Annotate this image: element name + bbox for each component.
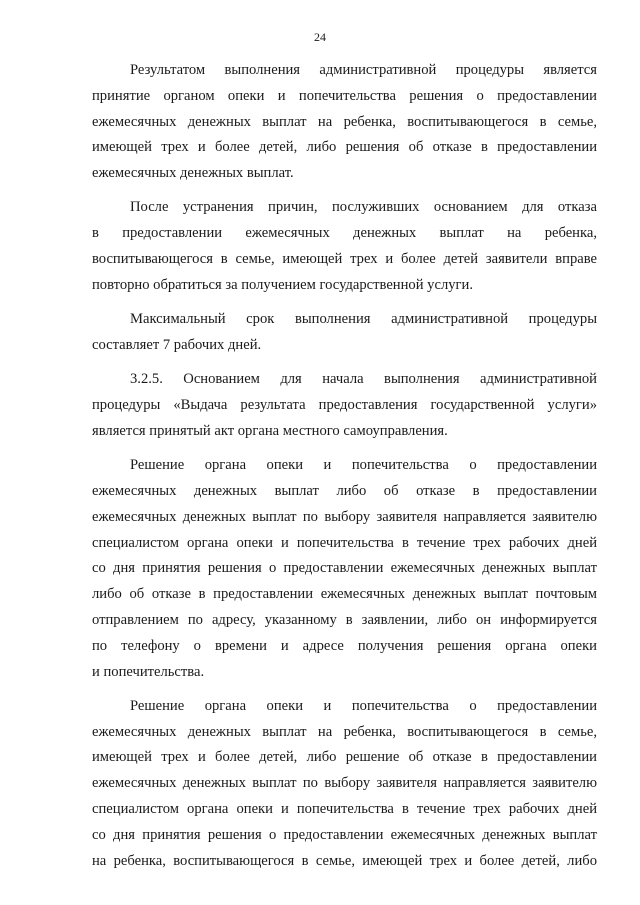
text-line: воспитывающегося в семье, имеющей трех и более детей заявители вправе bbox=[92, 251, 597, 268]
text-line: ежемесячных денежных выплат по выбору заявителя направляется заявителю bbox=[92, 775, 597, 792]
text-line: процедуры «Выдача результата предоставления государственной услуги» bbox=[92, 397, 597, 414]
text-line: ежемесячных денежных выплат на ребенка, воспитывающегося в семье, bbox=[92, 723, 597, 740]
text-line: со дня принятия решения о предоставлении ежемесячных денежных выплат bbox=[92, 560, 597, 577]
text-line: со дня принятия решения о предоставлении ежемесячных денежных выплат bbox=[92, 826, 597, 843]
page-number: 24 bbox=[314, 30, 326, 44]
text-line: Результатом выполнения административной процедуры является bbox=[130, 62, 597, 78]
text-line: является принятый акт органа местного самоуправления. bbox=[92, 422, 448, 439]
text-line: в предоставлении ежемесячных денежных выплат на ребенка, bbox=[92, 225, 597, 242]
text-line: имеющей трех и более детей, либо решения об отказе в предоставлении bbox=[92, 139, 597, 156]
text-line: После устранения причин, послуживших основанием для отказа bbox=[130, 199, 597, 216]
paragraph bbox=[92, 694, 597, 875]
text-line: Максимальный срок выполнения административной процедуры bbox=[130, 311, 597, 328]
text-line: принятие органом опеки и попечительства решения о предоставлении bbox=[92, 87, 597, 104]
paragraph bbox=[92, 367, 597, 444]
text-line: либо об отказе в предоставлении ежемесячных денежных выплат почтовым bbox=[92, 586, 597, 603]
text-line: и попечительства. bbox=[92, 663, 205, 680]
text-line: имеющей трех и более детей, либо решение об отказе в предоставлении bbox=[92, 749, 597, 766]
text-line: специалистом органа опеки и попечительства в течение трех рабочих дней bbox=[92, 801, 597, 818]
paragraph bbox=[92, 307, 597, 359]
text-line: ежемесячных денежных выплат. bbox=[92, 165, 294, 182]
text-line: на ребенка, воспитывающегося в семье, имеющей трех и более детей, либо bbox=[92, 852, 597, 869]
text-line: специалистом органа опеки и попечительства в течение трех рабочих дней bbox=[92, 534, 597, 551]
paragraph bbox=[92, 58, 597, 187]
text-line: по телефону о времени и адресе получения решения органа опеки bbox=[92, 637, 597, 654]
text-line: отправлением по адресу, указанному в заявлении, либо он информируется bbox=[92, 611, 597, 628]
text-line: 3.2.5. Основанием для начала выполнения административной bbox=[130, 371, 597, 388]
paragraph bbox=[92, 453, 597, 685]
text-line: ежемесячных денежных выплат либо об отказе в предоставлении bbox=[92, 482, 597, 499]
text-line: составляет 7 рабочих дней. bbox=[92, 336, 262, 353]
paragraph bbox=[92, 195, 597, 298]
text-line: ежемесячных денежных выплат по выбору заявителя направляется заявителю bbox=[92, 508, 597, 525]
text-line: повторно обратиться за получением государственной услуги. bbox=[92, 276, 473, 293]
document-body bbox=[92, 58, 597, 883]
text-line: Решение органа опеки и попечительства о предоставлении bbox=[130, 457, 597, 474]
text-line: Решение органа опеки и попечительства о предоставлении bbox=[130, 697, 597, 714]
text-line: ежемесячных денежных выплат на ребенка, воспитывающегося в семье, bbox=[92, 113, 597, 130]
